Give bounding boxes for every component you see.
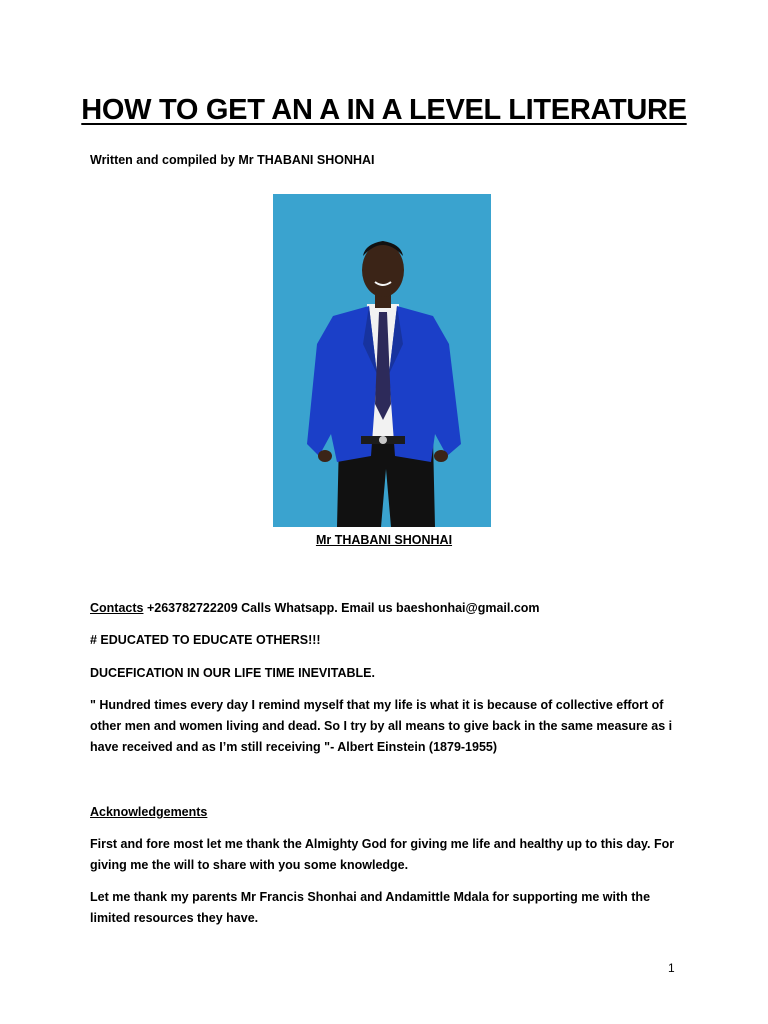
- acknowledgements-paragraph-2: Let me thank my parents Mr Francis Shonhai and Andamittle Mdala for supporting me with the limited resources they have.: [90, 890, 651, 925]
- contacts-text: +263782722209 Calls Whatsapp. Email us baeshonhai@gmail.com: [143, 601, 540, 615]
- author-text: Written and compiled by Mr THABANI SHONHAI: [90, 153, 375, 167]
- author-photo: [273, 194, 491, 527]
- acknowledgements-heading: Acknowledgements: [90, 805, 208, 819]
- author-line: [90, 153, 375, 167]
- photo-caption: Mr THABANI SHONHAI: [315, 533, 453, 547]
- author-portrait-illustration: [273, 194, 491, 527]
- slogan-line: # EDUCATED TO EDUCATE OTHERS!!!: [90, 633, 321, 647]
- acknowledgements-paragraph-1: First and fore most let me thank the Almighty God for giving me life and healthy up to this day. For giving me the will to share with you some knowledge.: [90, 837, 675, 872]
- contacts-line: [90, 598, 680, 619]
- einstein-quote: " Hundred times every day I remind myself that my life is what it is because of collective effort of other men and women living and dead. So I try by all means to give back in the same measure as i have received and as I’m still receiving "- Albert Einstein (1879-1955): [90, 698, 673, 754]
- document-title: HOW TO GET AN A IN A LEVEL LITERATURE: [81, 94, 687, 126]
- contacts-label: Contacts: [90, 601, 144, 615]
- motto-line: DUCEFICATION IN OUR LIFE TIME INEVITABLE.: [90, 666, 375, 680]
- page-number: 1: [668, 961, 675, 975]
